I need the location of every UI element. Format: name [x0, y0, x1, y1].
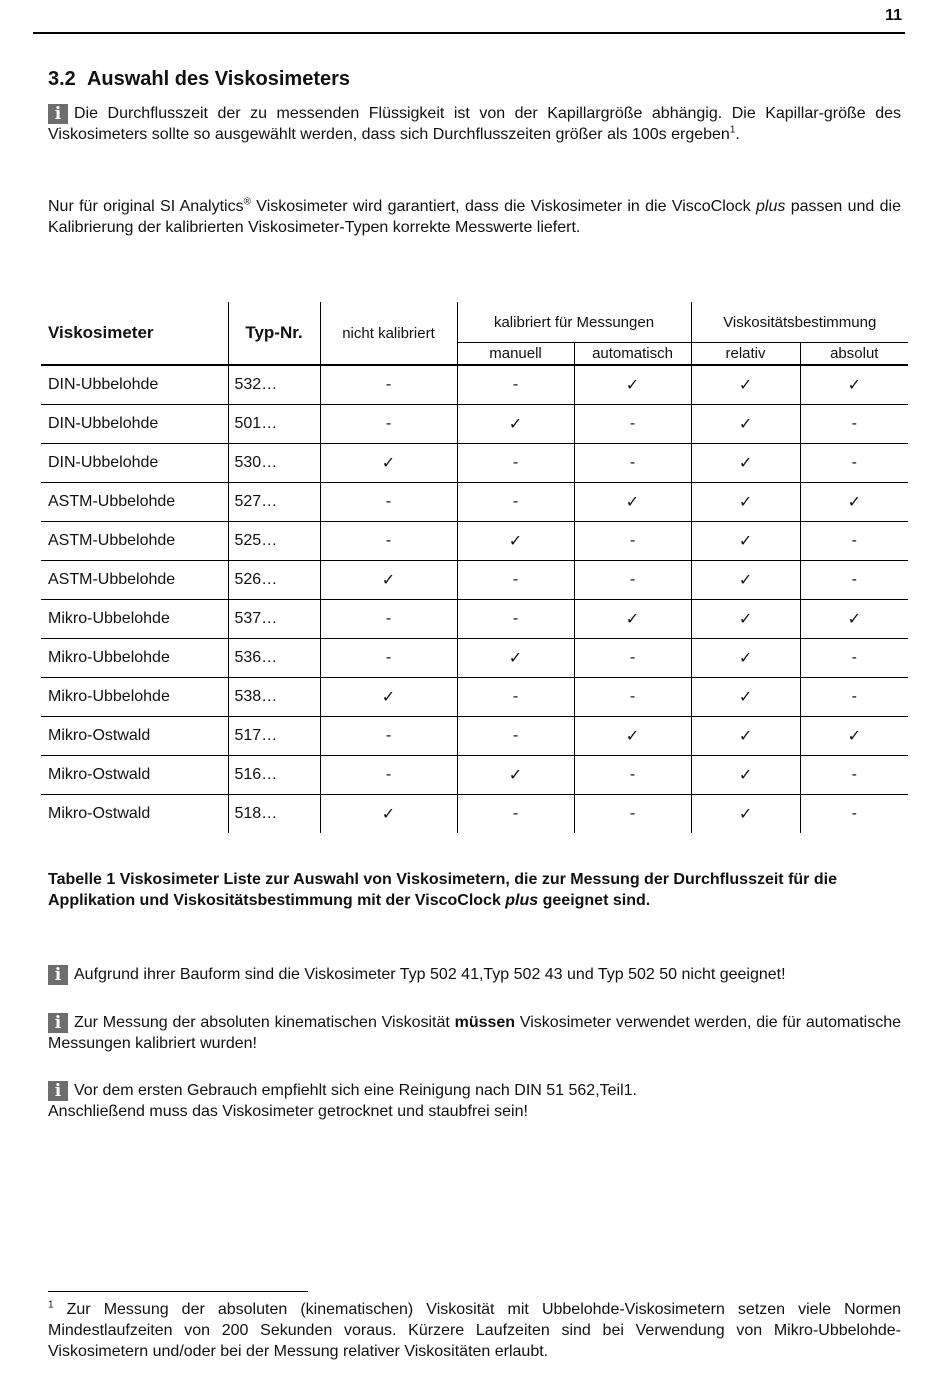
checkmark-icon: ✓: [800, 365, 908, 404]
cell-typ: 530…: [228, 443, 320, 482]
checkmark-icon: ✓: [691, 599, 800, 638]
cell-viskosimeter: Mikro-Ubbelohde: [41, 599, 228, 638]
intro-paragraph-2: Nur für original SI Analytics® Viskosimeter wird garantiert, dass die Viskosimeter in die ViscoClock plus passen und die Kalibrierung der kalibrierten Viskosimeter-Typen korrekte Messwerte liefert.: [48, 196, 901, 236]
cell-manuell: -: [457, 560, 574, 599]
checkmark-icon: ✓: [574, 599, 691, 638]
cell-manuell: -: [457, 599, 574, 638]
checkmark-icon: ✓: [800, 482, 908, 521]
cell-absolut: -: [800, 443, 908, 482]
cell-absolut: -: [800, 794, 908, 833]
cell-viskosimeter: ASTM-Ubbelohde: [41, 521, 228, 560]
info-icon: i: [48, 1013, 68, 1033]
checkmark-icon: ✓: [691, 482, 800, 521]
table-row: [41, 599, 908, 638]
header-rule: [33, 32, 905, 34]
page-number: 11: [885, 7, 902, 24]
cell-typ: 538…: [228, 677, 320, 716]
cell-viskosimeter: ASTM-Ubbelohde: [41, 560, 228, 599]
cell-absolut: -: [800, 638, 908, 677]
header-manuell: manuell: [457, 343, 574, 366]
cell-manuell: -: [457, 443, 574, 482]
cell-viskosimeter: DIN-Ubbelohde: [41, 365, 228, 404]
note-3: i Vor dem ersten Gebrauch empfiehlt sich eine Reinigung nach DIN 51 562,Teil1. Anschließend muss das Viskosimeter getrocknet und staubfrei sein!: [48, 1081, 637, 1120]
table-row: [41, 365, 908, 404]
checkmark-icon: ✓: [691, 638, 800, 677]
checkmark-icon: ✓: [800, 716, 908, 755]
cell-nicht-kalibriert: -: [320, 638, 457, 677]
cell-automatisch: -: [574, 677, 691, 716]
cell-typ: 516…: [228, 755, 320, 794]
cell-automatisch: -: [574, 638, 691, 677]
cell-automatisch: -: [574, 560, 691, 599]
checkmark-icon: ✓: [574, 482, 691, 521]
cell-absolut: -: [800, 677, 908, 716]
checkmark-icon: ✓: [320, 677, 457, 716]
header-automatisch: automatisch: [574, 343, 691, 366]
cell-viskosimeter: Mikro-Ostwald: [48, 804, 151, 822]
cell-nicht-kalibriert: -: [320, 482, 457, 521]
checkmark-icon: ✓: [320, 443, 457, 482]
checkmark-icon: ✓: [691, 755, 800, 794]
cell-nicht-kalibriert: -: [320, 716, 457, 755]
info-icon: i: [48, 104, 68, 124]
cell-viskosimeter: Mikro-Ostwald: [41, 755, 228, 794]
table-row: [41, 560, 908, 599]
header-absolut: absolut: [800, 343, 908, 366]
checkmark-icon: ✓: [691, 560, 800, 599]
checkmark-icon: ✓: [320, 794, 457, 833]
checkmark-icon: ✓: [691, 794, 800, 833]
header-visko-group: Viskositätsbestimmung: [691, 302, 908, 343]
table-body: [41, 365, 908, 833]
note-1: i Aufgrund ihrer Bauform sind die Viskosimeter Typ 502 41,Typ 502 43 und Typ 502 50 nicht geeignet!: [48, 964, 901, 985]
cell-manuell: -: [457, 716, 574, 755]
registered-mark: ®: [243, 196, 251, 208]
cell-viskosimeter: DIN-Ubbelohde: [41, 404, 228, 443]
section-heading: [48, 68, 350, 91]
cell-typ: 526…: [228, 560, 320, 599]
cell-viskosimeter: DIN-Ubbelohde: [41, 443, 228, 482]
cell-manuell: -: [457, 482, 574, 521]
cell-typ: 527…: [228, 482, 320, 521]
intro-paragraph-1: i Die Durchflusszeit der zu messenden Flüssigkeit ist von der Kapillargröße abhängig. Die Kapillar-größe des Viskosimeters sollte so ausgewählt werden, dass sich Durchflusszeiten größer als 100s ergeben$^1$.: [48, 104, 901, 143]
checkmark-icon: ✓: [691, 365, 800, 404]
header-kalibriert-group: kalibriert für Messungen: [457, 302, 691, 343]
cell-automatisch: -: [574, 794, 691, 833]
caption-plus: plus: [505, 892, 539, 909]
cell-nicht-kalibriert: -: [320, 521, 457, 560]
table-caption: Tabelle 1 Viskosimeter Liste zur Auswahl von Viskosimetern, die zur Messung der Durchflusszeit für die Applikation und Viskositätsbestimmung mit der ViscoClock plus geeignet sind.: [48, 871, 837, 909]
cell-typ: 525…: [228, 521, 320, 560]
checkmark-icon: ✓: [574, 365, 691, 404]
cell-automatisch: -: [574, 404, 691, 443]
cell-manuell: -: [457, 677, 574, 716]
checkmark-icon: ✓: [457, 521, 574, 560]
table-row: [41, 482, 908, 521]
section-title: Auswahl des Viskosimeters: [86, 68, 351, 90]
checkmark-icon: ✓: [574, 716, 691, 755]
product-suffix: plus: [756, 198, 786, 215]
footnote-rule: [48, 1291, 308, 1292]
footnote: $^1$ Zur Messung der absoluten (kinematischen) Viskosität mit Ubbelohde-Viskosimetern setzen viele Normen Mindestlaufzeiten von 200 Sekunden voraus. Kürzere Laufzeiten sind bei Verwendung von Mikro-Ubbelohde-Viskosimetern und/oder bei der Messung relativer Viskositäten erlaubt.: [48, 1299, 901, 1360]
note-2: i Zur Messung der absoluten kinematischen Viskosität müssen Viskosimeter verwendet werden, die für automatische Messungen kalibriert wurden!: [48, 1013, 902, 1052]
section-number: 3.2: [48, 68, 76, 90]
viscometer-table: [41, 302, 908, 833]
info-icon: i: [48, 965, 68, 985]
checkmark-icon: ✓: [800, 599, 908, 638]
checkmark-icon: ✓: [457, 755, 574, 794]
checkmark-icon: ✓: [457, 638, 574, 677]
footnote-ref: 1: [729, 124, 736, 136]
checkmark-icon: ✓: [691, 404, 800, 443]
header-typ: Typ-Nr.: [228, 302, 320, 365]
cell-absolut: -: [800, 560, 908, 599]
cell-typ: 537…: [228, 599, 320, 638]
checkmark-icon: ✓: [691, 443, 800, 482]
header-viskosimeter: Viskosimeter: [41, 302, 228, 365]
table-row: [41, 443, 908, 482]
table-row: [41, 404, 908, 443]
table-row: [41, 755, 908, 794]
cell-automatisch: -: [574, 521, 691, 560]
cell-nicht-kalibriert: -: [320, 365, 457, 404]
cell-typ: 517…: [228, 716, 320, 755]
cell-manuell: -: [457, 365, 574, 404]
cell-nicht-kalibriert: -: [320, 599, 457, 638]
info-icon: i: [48, 1081, 68, 1101]
cell-automatisch: -: [574, 755, 691, 794]
cell-nicht-kalibriert: -: [320, 755, 457, 794]
cell-manuell: -: [457, 794, 574, 833]
checkmark-icon: ✓: [457, 404, 574, 443]
checkmark-icon: ✓: [691, 716, 800, 755]
cell-absolut: -: [800, 404, 908, 443]
table-row: [41, 794, 908, 833]
table-row: [41, 638, 908, 677]
table-row: [41, 677, 908, 716]
footnote-marker: 1: [48, 1299, 54, 1311]
cell-typ: 501…: [228, 404, 320, 443]
cell-nicht-kalibriert: -: [320, 404, 457, 443]
cell-viskosimeter: ASTM-Ubbelohde: [41, 482, 228, 521]
table-row: [41, 521, 908, 560]
cell-automatisch: -: [574, 443, 691, 482]
header-relativ: relativ: [691, 343, 800, 366]
checkmark-icon: ✓: [691, 521, 800, 560]
cell-typ: 536…: [228, 638, 320, 677]
note-2-emphasis: müssen: [454, 1014, 516, 1031]
checkmark-icon: ✓: [691, 677, 800, 716]
cell-absolut: -: [800, 521, 908, 560]
checkmark-icon: ✓: [320, 560, 457, 599]
table-row: [41, 716, 908, 755]
cell-typ: 518…: [228, 794, 320, 833]
cell-absolut: -: [800, 755, 908, 794]
cell-viskosimeter: Mikro-Ubbelohde: [41, 638, 228, 677]
cell-typ: 532…: [228, 365, 320, 404]
header-nicht-kalibriert: nicht kalibriert: [320, 302, 457, 365]
cell-viskosimeter: Mikro-Ubbelohde: [41, 677, 228, 716]
cell-viskosimeter: Mikro-Ostwald: [41, 716, 228, 755]
